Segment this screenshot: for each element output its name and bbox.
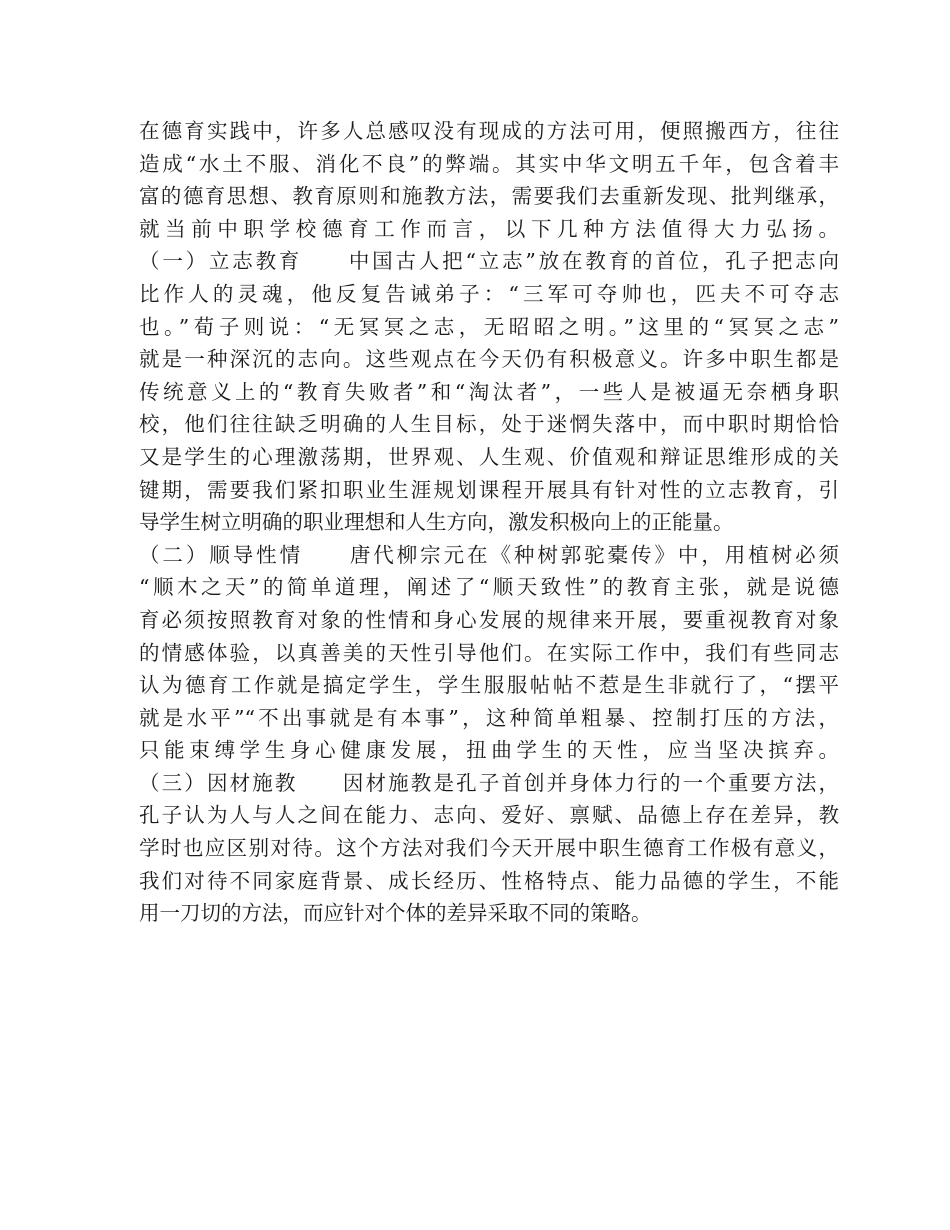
text-line: 比作人的灵魂，他反复告诫弟子：“三军可夺帅也，匹夫不可夺志 (139, 281, 839, 306)
text-line: 育必须按照教育对象的性情和身心发展的规律来开展，要重视教育对象 (139, 607, 839, 632)
document-body (139, 115, 839, 930)
text-line: 就是一种深沉的志向。这些观点在今天仍有积极意义。许多中职生都是 (139, 347, 839, 372)
text-line: 在德育实践中，许多人总感叹没有现成的方法可用，便照搬西方，往往 (139, 119, 839, 143)
text-line: 就当前中职学校德育工作而言，以下几种方法值得大力弘扬。 (139, 216, 839, 241)
text-line: 只能束缚学生身心健康发展，扭曲学生的天性，应当坚决摈弃。 (139, 738, 839, 763)
text-line: 造成“水土不服、消化不良”的弊端。其实中华文明五千年，包含着丰 (139, 151, 839, 176)
text-line: 用一刀切的方法，而应针对个体的差异采取不同的策略。 (139, 901, 652, 926)
text-line: 富的德育思想、教育原则和施教方法，需要我们去重新发现、批判继承， (139, 184, 839, 209)
text-line: 孔子认为人与人之间在能力、志向、爱好、禀赋、品德上存在差异，教 (139, 803, 839, 828)
section-heading-line: （二）顺导性情 唐代柳宗元在《种树郭驼橐传》中，用植树必须 (139, 542, 839, 567)
text-line: 键期，需要我们紧扣职业生涯规划课程开展具有针对性的立志教育，引 (139, 477, 839, 502)
text-line: 导学生树立明确的职业理想和人生方向，激发积极向上的正能量。 (139, 510, 734, 535)
section-heading-line: （一）立志教育 中国古人把“立志”放在教育的首位，孔子把志向 (139, 249, 839, 274)
text-line: 认为德育工作就是搞定学生，学生服服帖帖不惹是生非就行了，“摆平 (139, 673, 839, 698)
text-line: 传统意义上的“教育失败者”和“淘汰者”，一些人是被逼无奈栖身职 (139, 379, 839, 404)
section-heading-line: （三）因材施教 因材施教是孔子首创并身体力行的一个重要方法， (139, 770, 839, 795)
text-line: 也。”荀子则说：“无冥冥之志，无昭昭之明。”这里的“冥冥之志” (139, 314, 839, 339)
text-line: 学时也应区别对待。这个方法对我们今天开展中职生德育工作极有意义， (139, 836, 839, 861)
text-line: 我们对待不同家庭背景、成长经历、性格特点、能力品德的学生，不能 (139, 868, 839, 893)
text-line: 校，他们往往缺乏明确的人生目标，处于迷惘失落中，而中职时期恰恰 (139, 412, 839, 437)
text-line: “顺木之天”的简单道理，阐述了“顺天致性”的教育主张，就是说德 (139, 575, 839, 600)
text-line: 就是水平”“不出事就是有本事”，这种简单粗暴、控制打压的方法， (139, 705, 839, 730)
text-line: 又是学生的心理激荡期，世界观、人生观、价值观和辩证思维形成的关 (139, 444, 839, 469)
text-line: 的情感体验，以真善美的天性引导他们。在实际工作中，我们有些同志 (139, 640, 839, 665)
